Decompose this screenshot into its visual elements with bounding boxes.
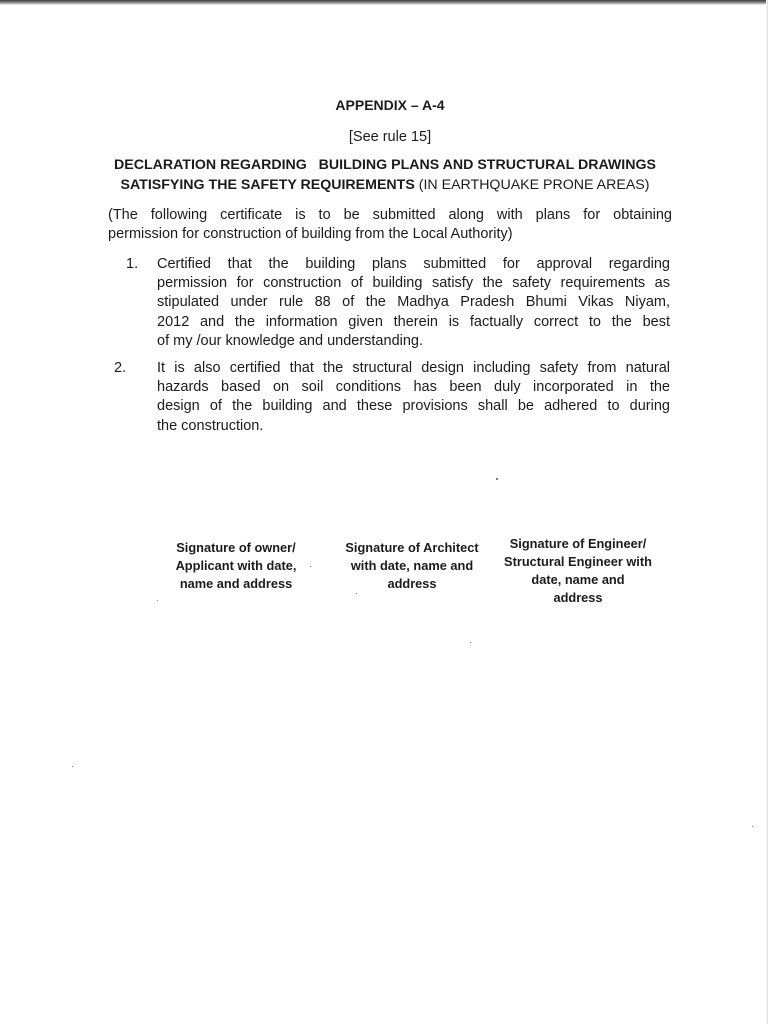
signature-line: address — [553, 590, 603, 605]
heading-line2-normal: (IN EARTHQUAKE PRONE AREAS) — [414, 177, 650, 193]
scan-speck — [310, 566, 311, 567]
item-line: It is also certified that the structural design including safety from natural — [157, 360, 670, 376]
list-item-1-text — [157, 255, 670, 351]
declaration-heading-line2 — [60, 175, 710, 195]
scan-speck — [72, 766, 73, 767]
list-item-2-text — [157, 359, 670, 436]
item-line: stipulated under rule 88 of the Madhya Pradesh Bhumi Vikas Niyam, — [157, 294, 670, 311]
signature-architect-block — [328, 539, 496, 593]
scan-speck — [157, 600, 158, 601]
heading-line2-bold: SATISFYING THE SAFETY REQUIREMENTS — [120, 177, 415, 193]
signature-line: name and address — [179, 576, 293, 591]
item-line: the construction. — [157, 417, 264, 434]
signature-line: with date, name and — [350, 558, 474, 573]
scan-speck — [496, 478, 498, 480]
signature-engineer-block — [498, 535, 658, 607]
signature-owner-block — [150, 539, 322, 593]
intro-line1: (The following certificate is to be submitted along with plans for obtaining — [108, 207, 672, 223]
item-number: 2. — [114, 360, 127, 376]
signature-line: Applicant with date, — [175, 558, 297, 573]
item-line: 2012 and the information given therein is factually correct to the best — [157, 313, 670, 330]
scan-speck — [470, 642, 471, 643]
item-line: Certified that the building plans submitted for approval regarding — [157, 256, 670, 272]
signature-line: address — [387, 576, 437, 591]
declaration-heading-line1: DECLARATION REGARDING BUILDING PLANS AND STRUCTURAL DRAWINGS — [113, 157, 656, 173]
signature-line: Signature of Architect — [345, 540, 479, 555]
signature-line: Signature of owner/ — [176, 540, 296, 555]
scan-speck — [752, 826, 753, 827]
rule-reference: [See rule 15] — [348, 129, 432, 145]
item-line: permission for construction of building satisfy the safety requirements as — [157, 275, 670, 292]
appendix-title: APPENDIX – A-4 — [335, 97, 445, 113]
signature-line: Signature of Engineer/ — [509, 536, 647, 551]
intro-line2: permission for construction of building from the Local Authority) — [108, 226, 513, 242]
item-line: hazards based on soil conditions has been duly incorporated in the — [157, 379, 670, 396]
signature-line: Structural Engineer with — [504, 554, 652, 569]
scan-speck — [356, 593, 357, 594]
item-line: of my /our knowledge and understanding. — [157, 332, 424, 349]
signature-line: date, name and — [531, 572, 625, 587]
item-number: 1. — [126, 256, 139, 272]
item-line: design of the building and these provisions shall be adhered to during — [157, 398, 670, 415]
